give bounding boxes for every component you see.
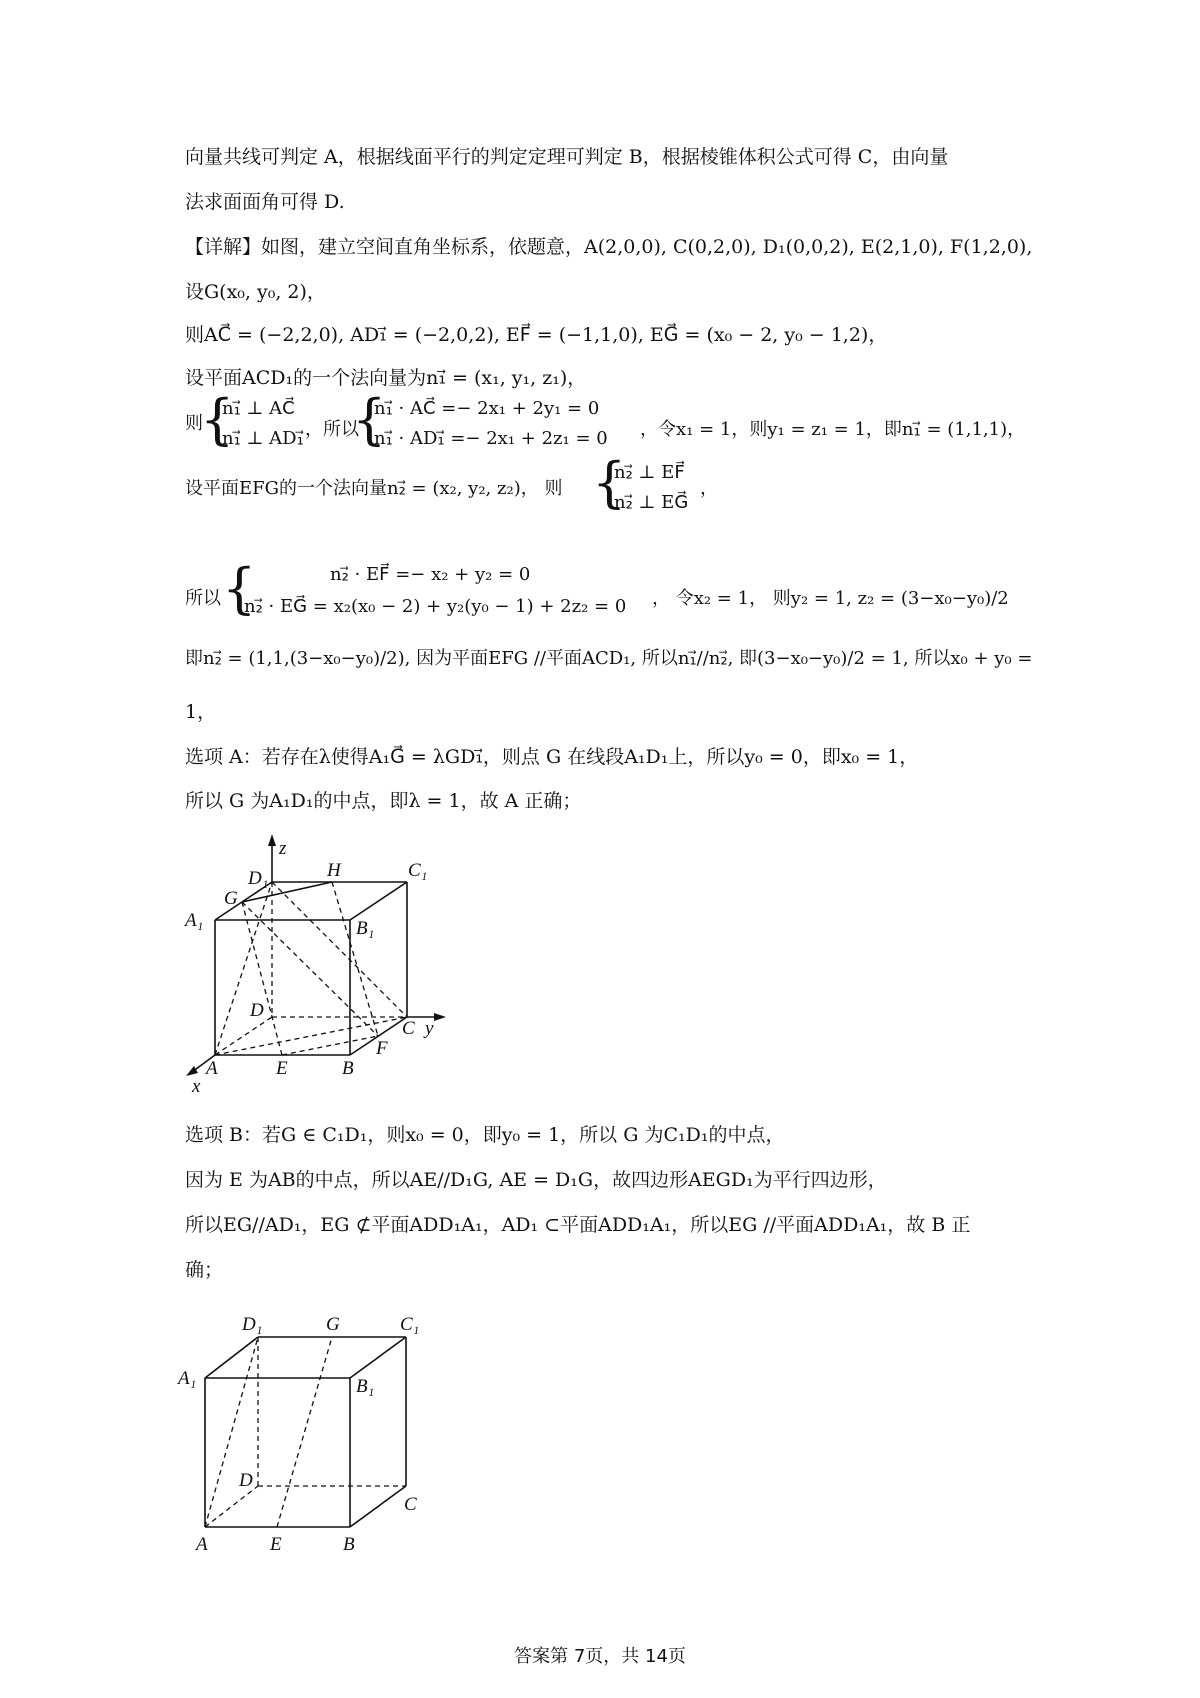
paragraph-line: 因为 E 为AB的中点，所以AE//D₁G, AE = D₁G，故四边形AEGD₁为平行四边形， bbox=[185, 1169, 887, 1191]
label-E: E bbox=[276, 1058, 288, 1079]
equation-row: n₁⃗ · AC⃗ =− 2x₁ + 2y₁ = 0 bbox=[374, 398, 600, 419]
paragraph-line: 确； bbox=[185, 1259, 224, 1281]
label-z: z bbox=[279, 838, 287, 859]
label-C1: C₁ bbox=[408, 860, 428, 881]
label-C1: C₁ bbox=[400, 1314, 420, 1335]
label-D: D bbox=[250, 1000, 264, 1021]
equation-text: ， bbox=[700, 478, 718, 499]
label-A: A bbox=[206, 1058, 218, 1079]
label-B1: B₁ bbox=[356, 918, 375, 939]
label-x: x bbox=[192, 1076, 201, 1097]
brace: { bbox=[592, 451, 627, 514]
paragraph-line: 选项 A：若存在λ使得A₁G⃗ = λGD₁⃗，则点 G 在线段A₁D₁上，所以y₀ = 0，即x₀ = 1， bbox=[185, 746, 919, 768]
brace: { bbox=[352, 388, 387, 451]
label-H: H bbox=[327, 860, 341, 881]
paragraph-line: 则AC⃗ = (−2,2,0), AD₁⃗ = (−2,0,2), EF⃗ = (−1,1,0), EG⃗ = (x₀ − 2, y₀ − 1,2)， bbox=[185, 324, 888, 346]
label-A: A bbox=[196, 1534, 208, 1555]
label-C: C bbox=[402, 1018, 415, 1039]
label-B: B bbox=[343, 1534, 355, 1555]
paragraph-line: 法求面面角可得 D. bbox=[185, 191, 345, 213]
equation-row: n₂⃗ ⊥ EG⃗ bbox=[614, 492, 689, 513]
paragraph-line: 即n₂⃗ = (1,1,(3−x₀−y₀)/2), 因为平面EFG //平面ACD₁, 所以n₁⃗//n₂⃗, 即(3−x₀−y₀)/2 = 1, 所以x₀ + y₀ = bbox=[185, 648, 1033, 669]
paragraph-line: 1， bbox=[185, 701, 217, 723]
label-B: B bbox=[342, 1058, 354, 1079]
equation-prefix: 则 bbox=[185, 413, 203, 434]
paragraph-line: 【详解】如图，建立空间直角坐标系，依题意，A(2,0,0), C(0,2,0), D₁(0,0,2), E(2,1,0), F(1,2,0), bbox=[185, 236, 1033, 258]
brace: { bbox=[222, 557, 257, 620]
equation-row: n₁⃗ · AD₁⃗ =− 2x₁ + 2z₁ = 0 bbox=[374, 428, 608, 449]
equation-row: n₁⃗ ⊥ AC⃗ bbox=[222, 398, 295, 419]
paragraph-line: 所以EG//AD₁，EG ⊄平面ADD₁A₁，AD₁ ⊂平面ADD₁A₁，所以EG //平面ADD₁A₁，故 B 正 bbox=[185, 1214, 971, 1236]
paragraph-line: 向量共线可判定 A，根据线面平行的判定定理可判定 B，根据棱锥体积公式可得 C，由向量 bbox=[185, 146, 949, 168]
paragraph-line: 所以 G 为A₁D₁的中点，即λ = 1，故 A 正确； bbox=[185, 790, 582, 812]
label-E: E bbox=[270, 1534, 282, 1555]
label-D1: D₁ bbox=[242, 1314, 263, 1335]
equation-text: ，所以 bbox=[305, 419, 359, 440]
label-G: G bbox=[224, 888, 238, 909]
label-G: G bbox=[326, 1314, 340, 1335]
label-A1: A₁ bbox=[185, 910, 204, 931]
label-D: D bbox=[239, 1470, 253, 1491]
equation-text: ， 令x₂ = 1， 则y₂ = 1, z₂ = (3−x₀−y₀)/2 bbox=[652, 588, 1009, 609]
paragraph-line: 设平面ACD₁的一个法向量为n₁⃗ = (x₁, y₁, z₁)， bbox=[185, 367, 587, 389]
equation-row: n₂⃗ · EG⃗ = x₂(x₀ − 2) + y₂(y₀ − 1) + 2z₂ = 0 bbox=[244, 596, 627, 617]
cube-figure-1 bbox=[180, 840, 450, 1100]
page-footer: 答案第 7页，共 14页 bbox=[514, 1646, 686, 1667]
equation-row: n₂⃗ · EF⃗ =− x₂ + y₂ = 0 bbox=[330, 564, 531, 585]
equation-text: 所以 bbox=[185, 588, 221, 609]
label-F: F bbox=[376, 1038, 388, 1059]
equation-row: n₂⃗ ⊥ EF⃗ bbox=[614, 462, 685, 483]
paragraph-line: 设G(x₀, y₀, 2)， bbox=[185, 281, 326, 303]
equation-text: ，令x₁ = 1，则y₁ = z₁ = 1，即n₁⃗ = (1,1,1)， bbox=[640, 419, 1026, 440]
label-B1: B₁ bbox=[356, 1376, 375, 1397]
label-D1: D₁ bbox=[248, 868, 269, 889]
paragraph-line: 选项 B：若G ∈ C₁D₁，则x₀ = 0，即y₀ = 1，所以 G 为C₁D₁的中点， bbox=[185, 1124, 785, 1146]
equation-text: 设平面EFG的一个法向量n₂⃗ = (x₂, y₂, z₂)， 则 bbox=[185, 478, 563, 499]
label-A1: A₁ bbox=[178, 1368, 197, 1389]
brace: { bbox=[200, 388, 235, 451]
label-C: C bbox=[404, 1494, 417, 1515]
cube-figure-2 bbox=[180, 1300, 450, 1560]
label-y: y bbox=[425, 1018, 434, 1039]
equation-row: n₁⃗ ⊥ AD₁⃗ bbox=[222, 428, 304, 449]
